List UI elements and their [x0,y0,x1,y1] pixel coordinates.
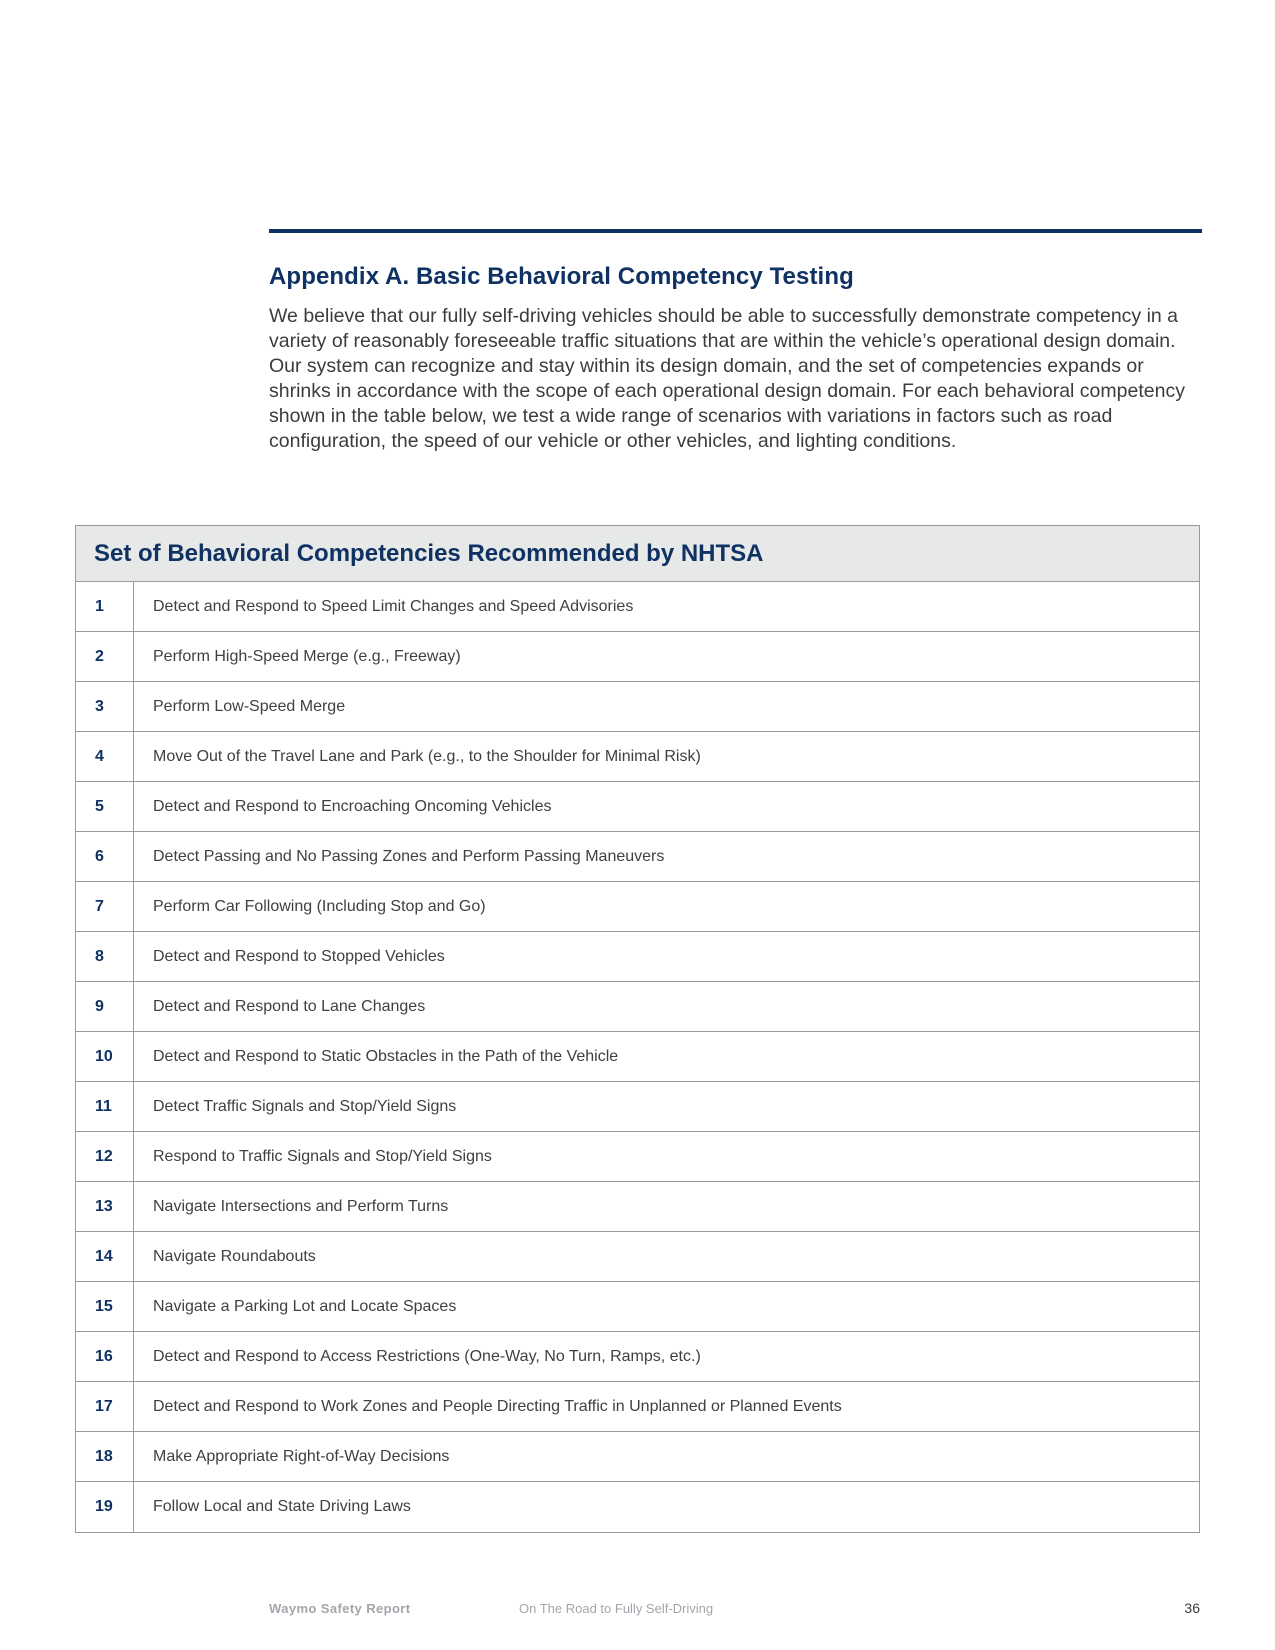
table-row [76,932,1199,982]
table-row [76,632,1199,682]
table-row [76,1032,1199,1082]
row-competency: Perform Car Following (Including Stop and Go) [153,897,486,915]
table-row [76,882,1199,932]
table-row [76,1132,1199,1182]
table-row [76,1182,1199,1232]
table-body [76,582,1199,1532]
row-competency: Navigate Roundabouts [153,1247,316,1265]
row-number: 10 [76,1032,134,1081]
row-competency: Detect and Respond to Access Restrictions (One-Way, No Turn, Ramps, etc.) [153,1347,701,1365]
table-row [76,732,1199,782]
section-divider [269,229,1202,233]
table-row [76,982,1199,1032]
row-number: 5 [76,782,134,831]
row-number: 19 [76,1482,134,1532]
row-number: 7 [76,882,134,931]
row-competency: Move Out of the Travel Lane and Park (e.g., to the Shoulder for Minimal Risk) [153,747,701,765]
table-row [76,1382,1199,1432]
row-number: 2 [76,632,134,681]
row-competency: Detect and Respond to Encroaching Oncoming Vehicles [153,797,552,815]
row-competency: Respond to Traffic Signals and Stop/Yield Signs [153,1147,492,1165]
row-number: 18 [76,1432,134,1481]
footer-report-name: Waymo Safety Report [269,1601,411,1616]
appendix-intro: We believe that our fully self-driving vehicles should be able to successfully demonstrate competency in a variety of reasonably foreseeable traffic situations that are within the vehicle’s operational design domain. Our system can recognize and stay within its design domain, and the set of competencies expands or shrinks in accordance with the scope of each operational design domain. For each behavioral competency shown in the table below, we test a wide range of scenarios with variations in factors such as road configuration, the speed of our vehicle or other vehicles, and lighting conditions. [269,305,1185,452]
row-competency: Detect Passing and No Passing Zones and Perform Passing Maneuvers [153,847,665,865]
row-competency: Follow Local and State Driving Laws [153,1498,411,1515]
competency-table [75,525,1200,1533]
row-number: 8 [76,932,134,981]
row-number: 6 [76,832,134,881]
row-number: 16 [76,1332,134,1381]
row-competency: Detect and Respond to Work Zones and People Directing Traffic in Unplanned or Planned Events [153,1397,842,1415]
table-row [76,782,1199,832]
row-number: 17 [76,1382,134,1431]
row-competency: Detect and Respond to Speed Limit Changes and Speed Advisories [153,597,634,615]
row-number: 11 [76,1082,134,1131]
row-competency: Detect and Respond to Static Obstacles in the Path of the Vehicle [153,1047,619,1065]
table-row [76,1082,1199,1132]
row-number: 13 [76,1182,134,1231]
row-number: 3 [76,682,134,731]
table-header [76,526,1199,582]
table-row [76,582,1199,632]
table-row [76,1232,1199,1282]
row-number: 1 [76,582,134,631]
row-competency: Detect and Respond to Stopped Vehicles [153,947,445,965]
appendix-title: Appendix A. Basic Behavioral Competency Testing [269,263,854,290]
row-competency: Perform High-Speed Merge (e.g., Freeway) [153,647,461,665]
row-competency: Perform Low-Speed Merge [153,697,346,715]
table-row [76,832,1199,882]
row-number: 9 [76,982,134,1031]
table-row [76,1332,1199,1382]
table-row [76,1282,1199,1332]
row-competency: Navigate a Parking Lot and Locate Spaces [153,1297,457,1315]
row-number: 14 [76,1232,134,1281]
row-number: 15 [76,1282,134,1331]
row-competency: Make Appropriate Right-of-Way Decisions [153,1447,450,1465]
row-number: 12 [76,1132,134,1181]
page-number: 36 [1184,1600,1200,1616]
table-row [76,682,1199,732]
row-competency: Detect Traffic Signals and Stop/Yield Signs [153,1097,457,1115]
row-number: 4 [76,732,134,781]
table-row [76,1432,1199,1482]
table-title: Set of Behavioral Competencies Recommended by NHTSA [94,539,764,567]
table-row [76,1482,1199,1532]
row-competency: Detect and Respond to Lane Changes [153,997,426,1015]
row-competency: Navigate Intersections and Perform Turns [153,1197,449,1215]
footer-subtitle: On The Road to Fully Self-Driving [519,1601,714,1616]
